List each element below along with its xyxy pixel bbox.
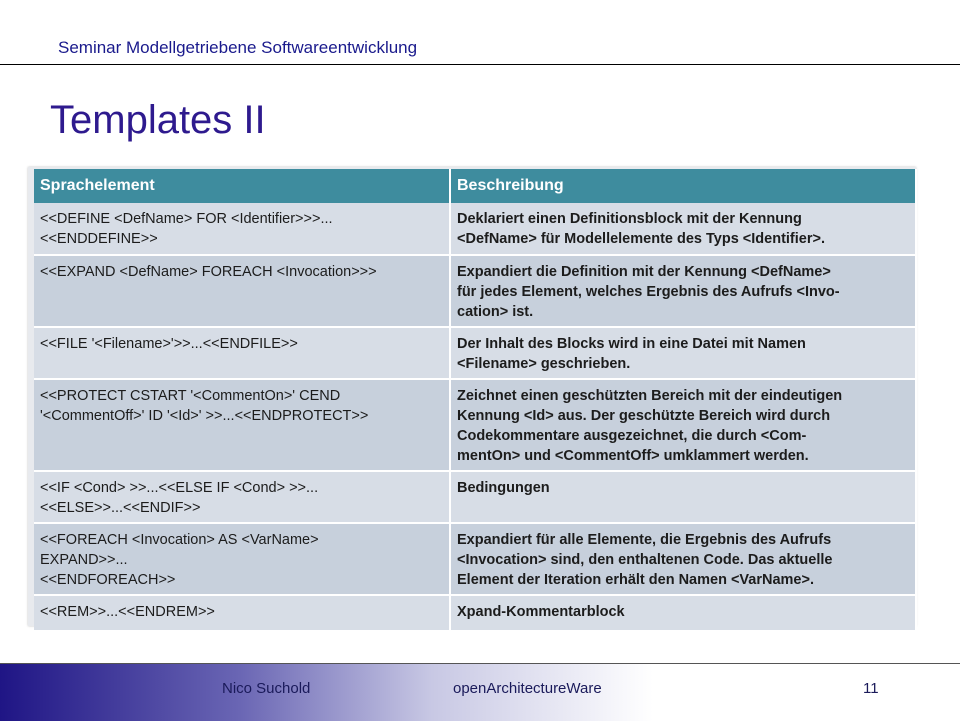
slide-title: Templates II bbox=[50, 98, 266, 142]
description-cell: Bedingungen bbox=[450, 471, 916, 523]
language-elements-table bbox=[34, 169, 917, 632]
element-cell: <<FILE '<Filename>'>>...<<ENDFILE>> bbox=[34, 327, 450, 379]
element-cell: <<PROTECT CSTART '<CommentOn>' CEND '<CommentOff>' ID '<Id>' >>...<<ENDPROTECT>> bbox=[34, 379, 450, 471]
description-cell: Zeichnet einen geschützten Bereich mit der eindeutigen Kennung <Id> aus. Der geschützte Bereich wird durch Codekommentare ausgezeichnet, die durch <Com- mentOn> und <CommentOff> umklammert werden. bbox=[450, 379, 916, 471]
course-title: Seminar Modellgetriebene Softwareentwicklung bbox=[58, 38, 418, 57]
description-cell: Expandiert die Definition mit der Kennung <DefName> für jedes Element, welches Ergebnis des Aufrufs <Invo- cation> ist. bbox=[450, 255, 916, 327]
description-cell: Deklariert einen Definitionsblock mit der Kennung <DefName> für Modellelemente des Typs <Identifier>. bbox=[450, 203, 916, 255]
column-header-element: Sprachelement bbox=[34, 169, 450, 203]
footer-bar bbox=[0, 663, 960, 721]
table-row bbox=[34, 379, 916, 471]
element-cell: <<REM>>...<<ENDREM>> bbox=[34, 595, 450, 631]
language-elements-table-image bbox=[28, 167, 916, 626]
table-row bbox=[34, 327, 916, 379]
description-cell: Xpand-Kommentarblock bbox=[450, 595, 916, 631]
element-cell: <<IF <Cond> >>...<<ELSE IF <Cond> >>... <<ELSE>>...<<ENDIF>> bbox=[34, 471, 450, 523]
table-header-row bbox=[34, 169, 916, 203]
footer-product: openArchitectureWare bbox=[453, 680, 602, 697]
description-cell: Expandiert für alle Elemente, die Ergebnis des Aufrufs <Invocation> sind, den enthaltenen Code. Das aktuelle Element der Iteration erhält den Namen <VarName>. bbox=[450, 523, 916, 595]
element-cell: <<DEFINE <DefName> FOR <Identifier>>>... <<ENDDEFINE>> bbox=[34, 203, 450, 255]
element-cell: <<FOREACH <Invocation> AS <VarName> EXPAND>>... <<ENDFOREACH>> bbox=[34, 523, 450, 595]
header-divider bbox=[0, 64, 960, 65]
table-row bbox=[34, 203, 916, 255]
footer-author: Nico Suchold bbox=[222, 680, 311, 697]
table-row bbox=[34, 255, 916, 327]
table-row bbox=[34, 523, 916, 595]
table-row bbox=[34, 595, 916, 631]
column-header-description: Beschreibung bbox=[450, 169, 916, 203]
description-cell: Der Inhalt des Blocks wird in eine Datei mit Namen <Filename> geschrieben. bbox=[450, 327, 916, 379]
page-number: 11 bbox=[863, 680, 879, 697]
element-cell: <<EXPAND <DefName> FOREACH <Invocation>>> bbox=[34, 255, 450, 327]
table-row bbox=[34, 471, 916, 523]
